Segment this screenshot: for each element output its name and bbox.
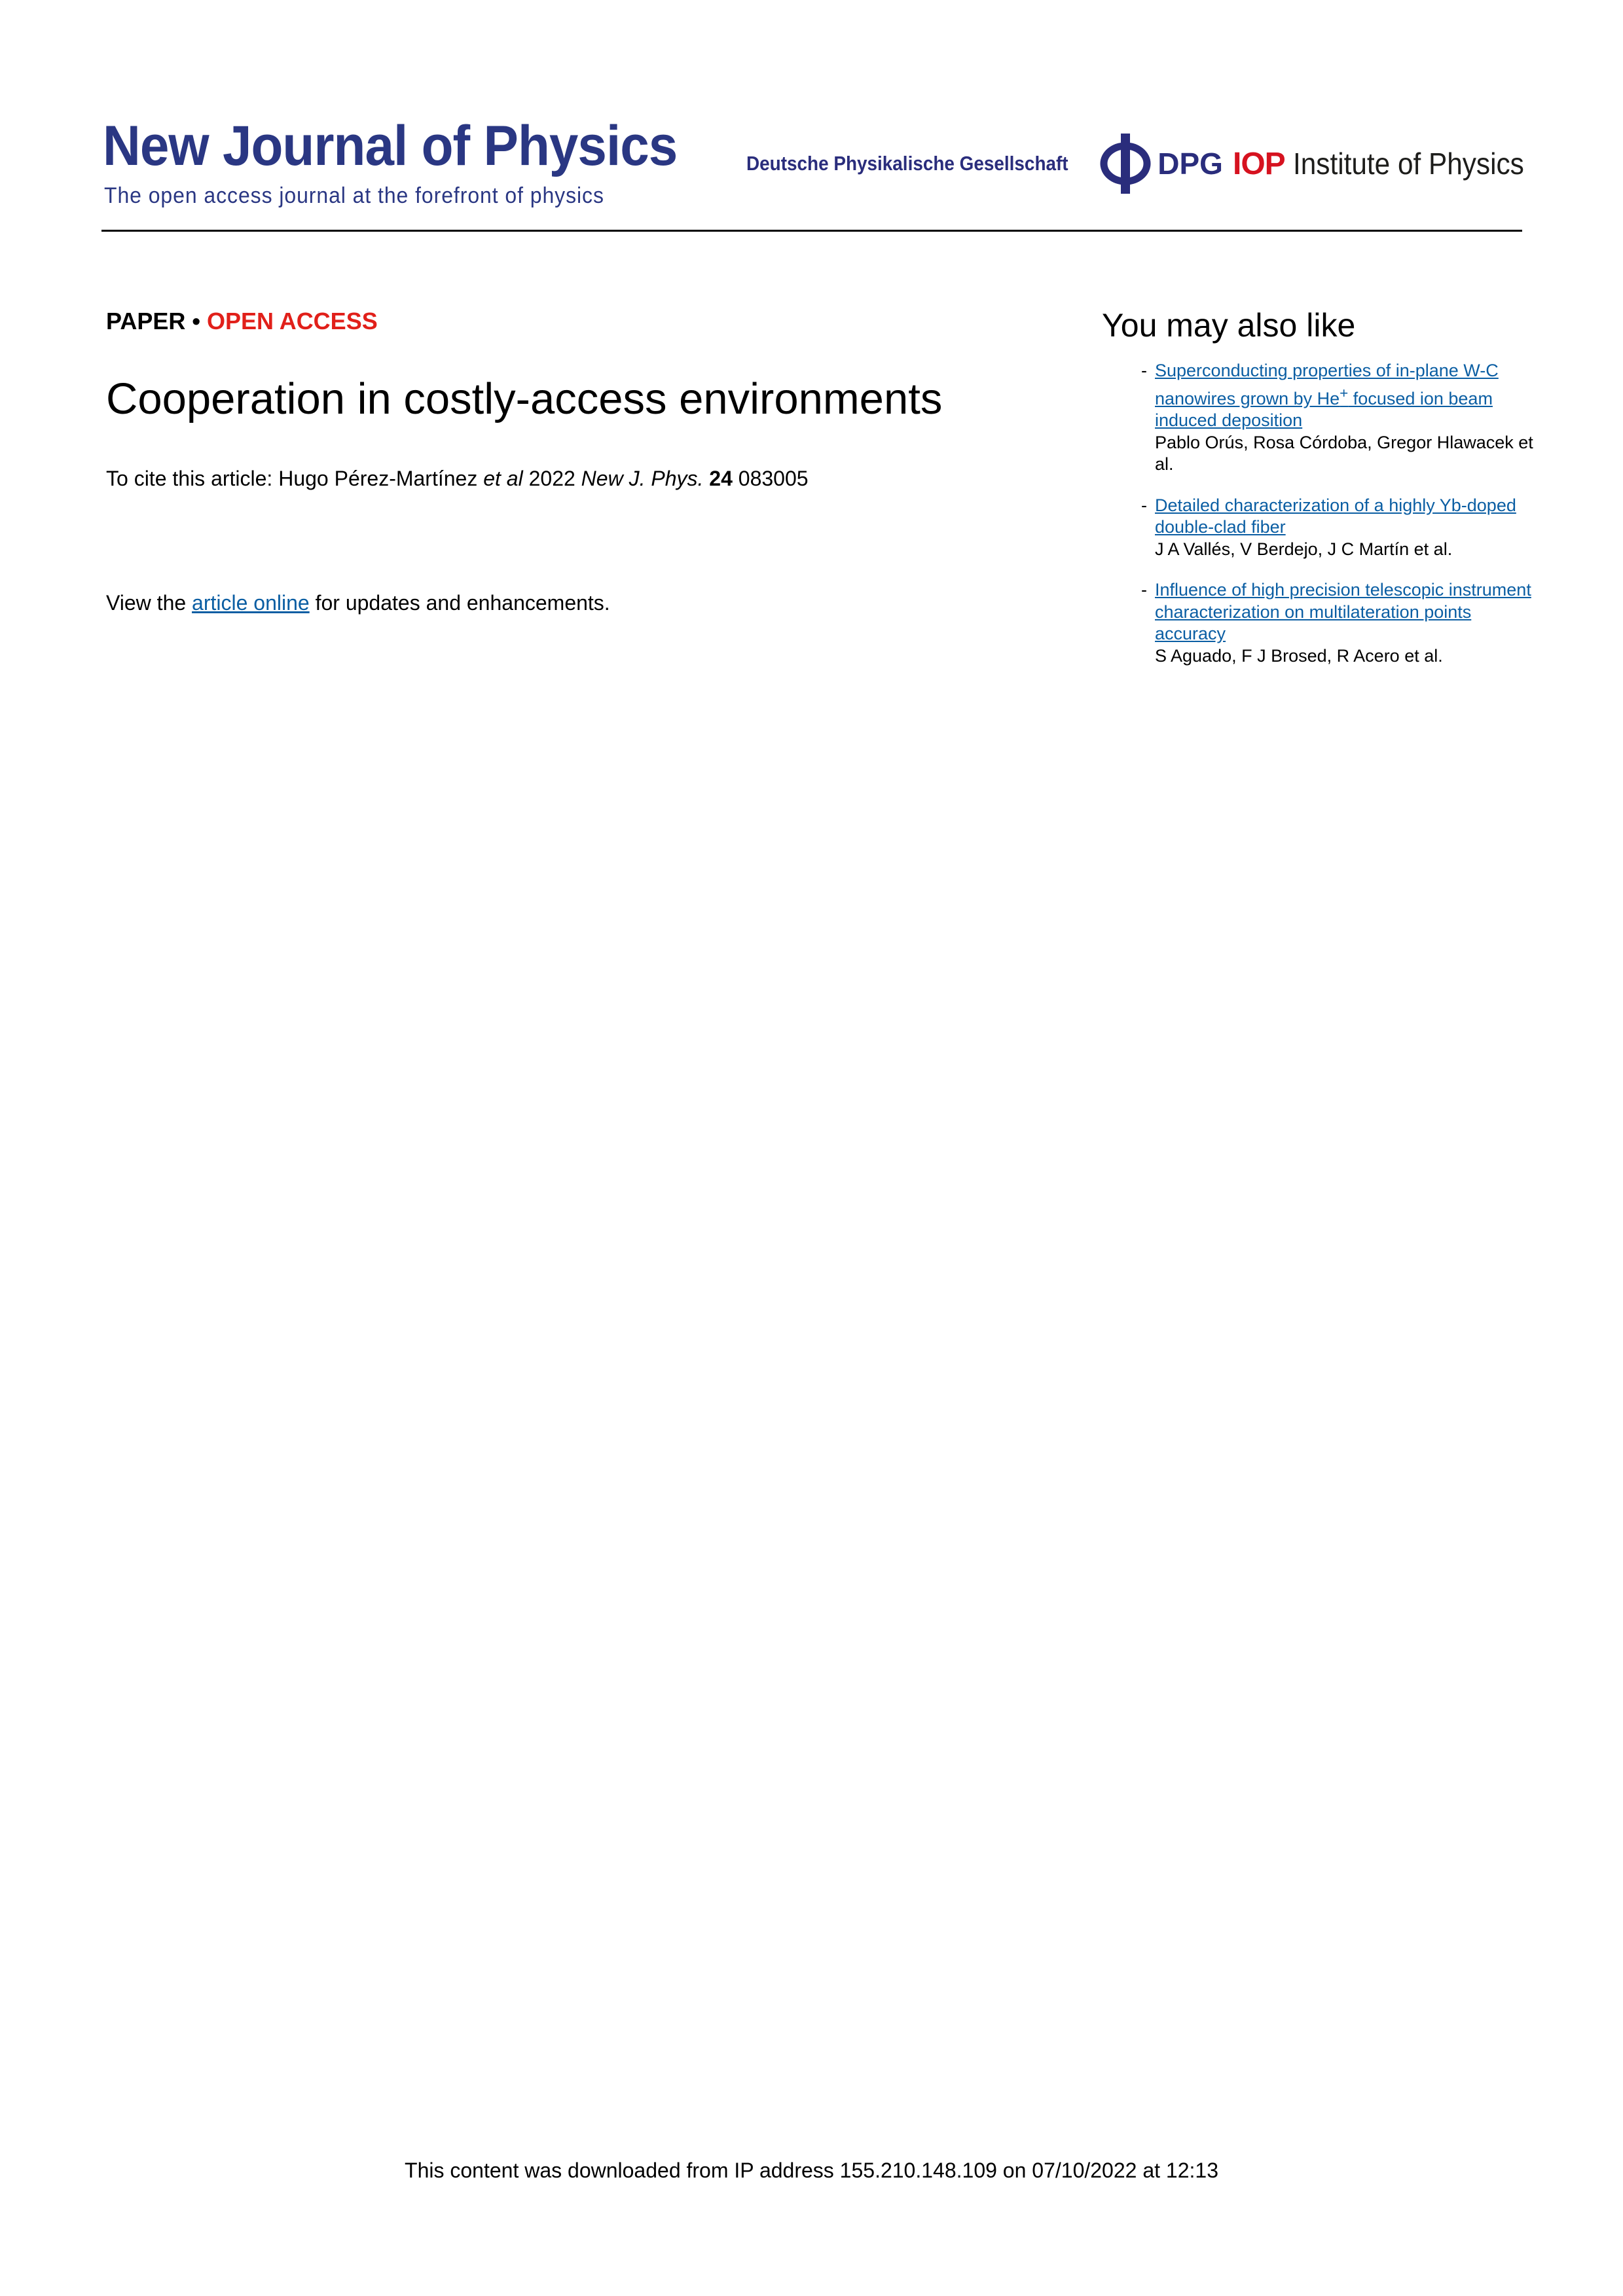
iop-abbreviation: IOP bbox=[1233, 146, 1285, 181]
dpg-name: Deutsche Physikalische Gesellschaft bbox=[746, 152, 1068, 175]
article-title: Cooperation in costly-access environments bbox=[106, 374, 943, 423]
cite-prefix: To cite this article: Hugo Pérez-Martínez bbox=[106, 467, 484, 490]
article-info bbox=[106, 306, 1088, 617]
related-articles bbox=[1102, 305, 1534, 686]
view-prefix: View the bbox=[106, 591, 192, 615]
article-online-link[interactable]: article online bbox=[192, 591, 310, 615]
list-dash: - bbox=[1141, 495, 1147, 515]
dpg-abbreviation: DPG bbox=[1158, 147, 1223, 181]
dpg-logo[interactable] bbox=[746, 131, 1223, 196]
citation bbox=[106, 465, 1088, 492]
related-list bbox=[1102, 360, 1534, 667]
download-notice: This content was downloaded from IP address 155.210.148.109 on 07/10/2022 at 12:13 bbox=[405, 2159, 1218, 2182]
related-item bbox=[1102, 495, 1534, 561]
journal-header bbox=[101, 115, 1524, 230]
related-link-yb-fiber[interactable]: Detailed characterization of a highly Yb-doped double-clad fiber bbox=[1155, 495, 1516, 537]
iop-name: Institute of Physics bbox=[1292, 147, 1524, 181]
related-authors: S Aguado, F J Brosed, R Acero et al. bbox=[1155, 645, 1443, 666]
related-link-telescopic[interactable]: Influence of high precision telescopic instrument characterization on multilateration points accuracy bbox=[1155, 580, 1531, 643]
related-authors: J A Vallés, V Berdejo, J C Martín et al. bbox=[1155, 539, 1453, 559]
view-suffix: for updates and enhancements. bbox=[309, 591, 610, 615]
paper-type-line bbox=[106, 306, 1088, 336]
related-link-superconducting[interactable] bbox=[1155, 360, 1534, 432]
related-heading: You may also like bbox=[1102, 307, 1356, 344]
cite-number: 083005 bbox=[732, 467, 809, 490]
cite-journal: New J. Phys. bbox=[581, 467, 704, 490]
phi-icon bbox=[1096, 131, 1155, 196]
cite-year: 2022 bbox=[522, 467, 581, 490]
journal-logo-title[interactable]: New Journal of Physics bbox=[103, 115, 678, 177]
related-title-sup: + bbox=[1340, 384, 1349, 401]
cite-volume: 24 bbox=[709, 467, 733, 490]
cite-etal: et al bbox=[483, 467, 523, 490]
related-title-part: focused ion beam induced deposition bbox=[1155, 388, 1493, 430]
related-item bbox=[1102, 360, 1534, 476]
related-item bbox=[1102, 579, 1534, 667]
paper-label: PAPER bbox=[106, 308, 186, 334]
open-access-label: OPEN ACCESS bbox=[207, 308, 378, 334]
list-dash: - bbox=[1141, 580, 1147, 600]
header-divider bbox=[101, 230, 1522, 232]
related-title-part: Superconducting properties of in-plane W-C nanowires grown by He bbox=[1155, 361, 1499, 408]
journal-tagline: The open access journal at the forefront of physics bbox=[104, 183, 604, 208]
separator-bullet: • bbox=[192, 308, 200, 334]
iop-logo[interactable] bbox=[1233, 137, 1544, 190]
list-dash: - bbox=[1141, 361, 1147, 380]
view-online-line bbox=[106, 589, 1088, 617]
related-authors: Pablo Orús, Rosa Córdoba, Gregor Hlawacek et al. bbox=[1155, 432, 1533, 474]
